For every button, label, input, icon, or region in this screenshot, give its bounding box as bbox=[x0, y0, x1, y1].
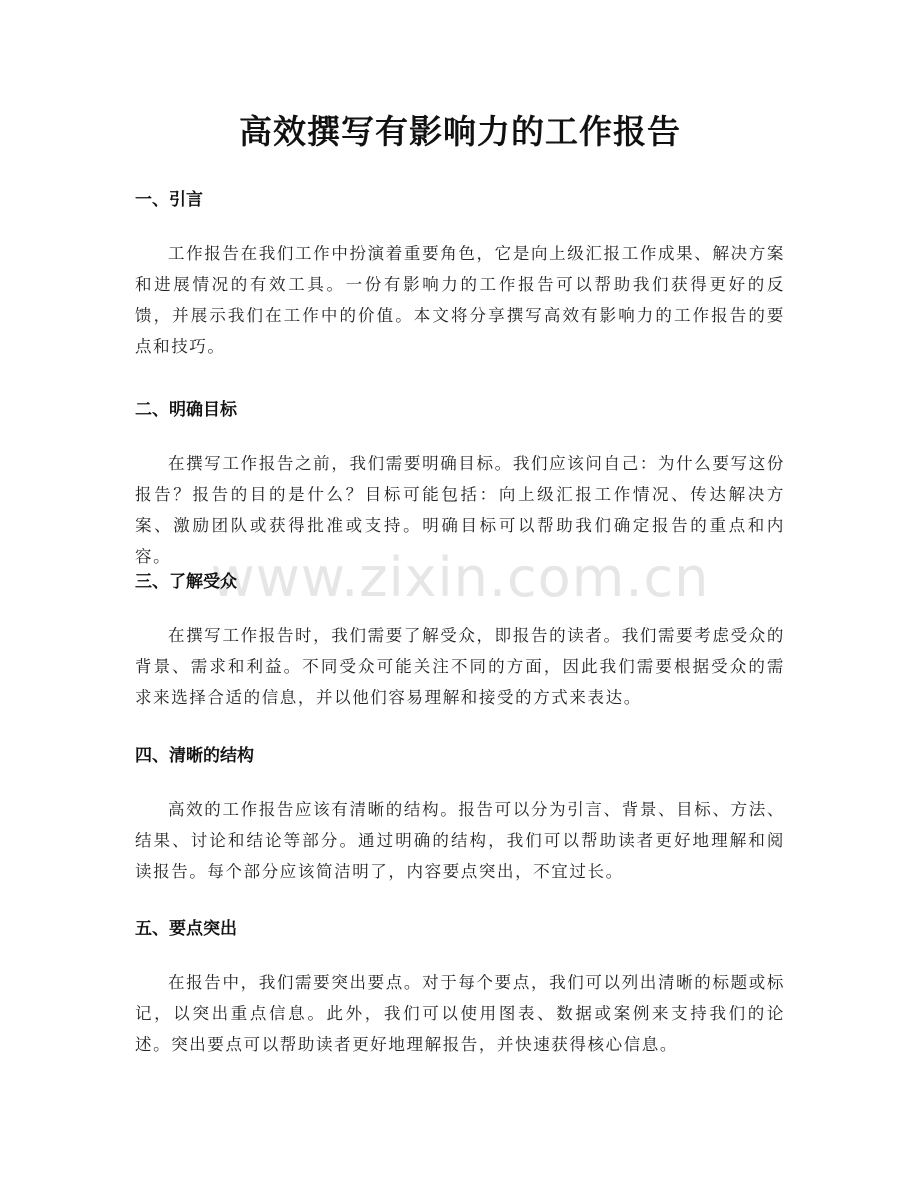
section-heading: 五、要点突出 bbox=[135, 919, 237, 939]
section-heading: 二、明确目标 bbox=[135, 400, 237, 420]
section-know-audience bbox=[135, 568, 785, 713]
section-paragraph: 高效的工作报告应该有清晰的结构。报告可以分为引言、背景、目标、方法、结果、讨论和结论等部分。通过明确的结构，我们可以帮助读者更好地理解和阅读报告。每个部分应该简洁明了，内容要点突出，不宜过长。 bbox=[135, 800, 785, 881]
section-heading: 三、了解受众 bbox=[135, 572, 237, 592]
section-paragraph: 在报告中，我们需要突出要点。对于每个要点，我们可以列出清晰的标题或标记，以突出重点信息。此外，我们可以使用图表、数据或案例来支持我们的论述。突出要点可以帮助读者更好地理解报告，并快速获得核心信息。 bbox=[135, 973, 785, 1054]
section-heading: 四、清晰的结构 bbox=[135, 746, 254, 766]
section-paragraph: 工作报告在我们工作中扮演着重要角色，它是向上级汇报工作成果、解决方案和进展情况的有效工具。一份有影响力的工作报告可以帮助我们获得更好的反馈，并展示我们在工作中的价值。本文将分享撰写高效有影响力的工作报告的要点和技巧。 bbox=[135, 244, 785, 356]
section-clear-goals bbox=[135, 396, 785, 572]
section-clear-structure bbox=[135, 742, 785, 887]
section-paragraph: 在撰写工作报告时，我们需要了解受众，即报告的读者。我们需要考虑受众的背景、需求和利益。不同受众可能关注不同的方面，因此我们需要根据受众的需求来选择合适的信息，并以他们容易理解和接受的方式来表达。 bbox=[135, 626, 785, 707]
watermark: www.zixin.com.cn bbox=[210, 546, 710, 609]
document-title: 高效撰写有影响力的工作报告 bbox=[239, 112, 681, 151]
section-highlight-points bbox=[135, 915, 785, 1060]
section-paragraph: 在撰写工作报告之前，我们需要明确目标。我们应该问自己：为什么要写这份报告？报告的目的是什么？目标可能包括：向上级汇报工作情况、传达解决方案、激励团队或获得批准或支持。明确目标可以帮助我们确定报告的重点和内容。 bbox=[135, 454, 785, 566]
section-introduction bbox=[135, 186, 785, 362]
section-heading: 一、引言 bbox=[135, 190, 203, 210]
